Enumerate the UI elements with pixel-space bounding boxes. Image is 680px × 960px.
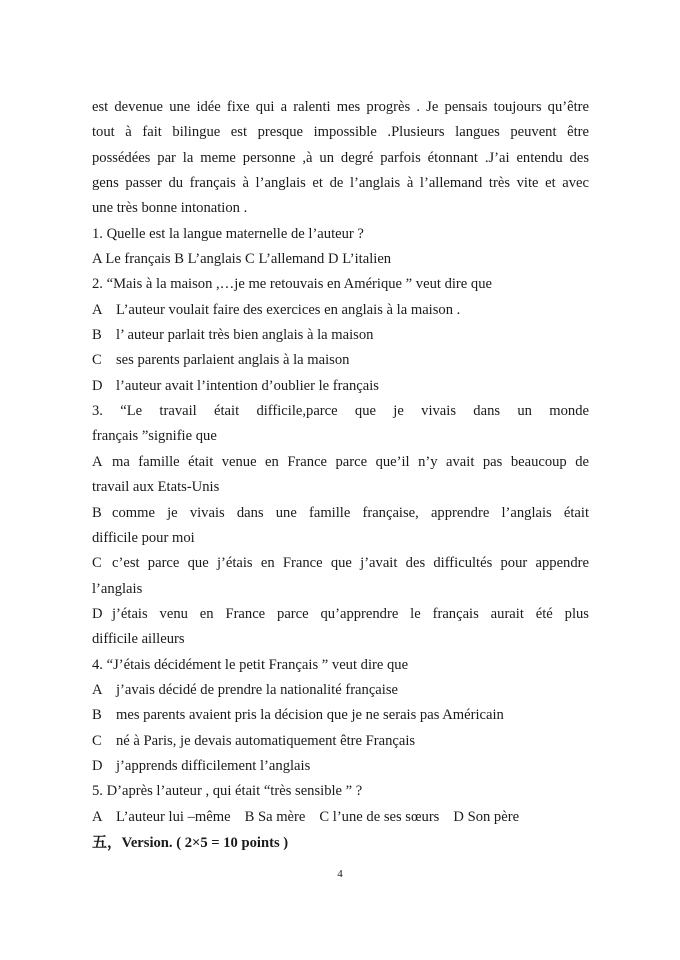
passage-line: tout à fait bilingue est presque impossible .Plusieurs langues peuvent être [92, 124, 589, 141]
option-text: ma famille était venue en France parce que’il n’y avait pas beaucoup de [112, 453, 589, 470]
option-text: L’auteur voulait faire des exercices en anglais à la maison . [116, 301, 461, 318]
option-letter: A [92, 808, 103, 825]
option-text-cont: l’anglais [92, 580, 143, 597]
question-1-options: A Le français B L’anglais C L’allemand D L’italien [92, 251, 392, 268]
option-text: comme je vivais dans une famille française, apprendre l’anglais était [112, 504, 589, 521]
option-letter: D [453, 808, 464, 825]
section-heading [92, 830, 589, 855]
question-4-option-d [92, 754, 589, 779]
option-text: l’auteur avait l’intention d’oublier le français [116, 377, 379, 394]
question-3-option-d [92, 602, 589, 627]
passage-line: est devenue une idée fixe qui a ralenti mes progrès . Je pensais toujours qu’être [92, 99, 589, 115]
option-text: j’avais décidé de prendre la nationalité française [116, 681, 398, 698]
option-letter: C [92, 352, 102, 369]
passage-line: gens passer du français à l’anglais et de l’anglais à l’allemand très vite et avec [92, 175, 589, 192]
question-2-option-a [92, 298, 589, 323]
question-4-option-a [92, 678, 589, 703]
passage-line: possédées par la meme personne ,à un degré parfois étonnant .J’ai entendu des [92, 149, 589, 166]
page-number: 4 [337, 868, 343, 880]
section-title: Version. ( 2×5 = 10 points ) [121, 834, 289, 851]
question-4-stem: 4. “J’étais décidément le petit Français ” veut dire que [92, 656, 409, 673]
question-2-option-c [92, 348, 589, 373]
option-letter: C [92, 555, 102, 572]
option-text: né à Paris, je devais automatiquement être Français [116, 732, 416, 749]
option-text: l’ auteur parlait très bien anglais à la maison [116, 327, 374, 344]
question-5-stem: 5. D’après l’auteur , qui était “très sensible ” ? [92, 783, 363, 800]
question-2-option-b [92, 323, 589, 348]
question-4-option-b [92, 703, 589, 728]
option-letter: B [244, 808, 255, 825]
option-letter: B [92, 707, 102, 724]
question-3-option-c [92, 551, 589, 576]
option-text-cont: difficile ailleurs [92, 631, 185, 648]
passage-line: une très bonne intonation . [92, 200, 248, 217]
section-separator: ， [107, 834, 122, 851]
option-text: c’est parce que j’étais en France que j’avait des difficultés pour appendre [112, 555, 589, 572]
option-text: l’une de ses sœurs [332, 808, 440, 825]
option-letter: B [92, 504, 102, 521]
question-4-option-c [92, 729, 589, 754]
question-5-options [92, 805, 589, 830]
document-page [92, 95, 589, 855]
option-letter: D [92, 605, 103, 622]
option-text-cont: travail aux Etats-Unis [92, 479, 220, 496]
option-letter: A [92, 453, 103, 470]
question-3-stem-cont: français ”signifie que [92, 428, 217, 445]
option-text-cont: difficile pour moi [92, 529, 195, 546]
question-3-option-b [92, 501, 589, 526]
question-3-option-a [92, 450, 589, 475]
option-text: Son père [467, 808, 520, 825]
question-2-option-d [92, 374, 589, 399]
option-text: L’auteur lui –même [116, 808, 231, 825]
option-letter: C [319, 808, 330, 825]
question-2-stem: 2. “Mais à la maison ,…je me retouvais en Amérique ” veut dire que [92, 276, 492, 293]
option-letter: D [92, 377, 103, 394]
option-text: j’étais venu en France parce qu’apprendre le français aurait été plus [112, 605, 589, 622]
question-3-stem: 3. “Le travail était difficile,parce que je vivais dans un monde [92, 403, 589, 420]
option-text: ses parents parlaient anglais à la maison [116, 352, 350, 369]
question-1-stem: 1. Quelle est la langue maternelle de l’auteur ? [92, 225, 364, 242]
option-text: j’apprends difficilement l’anglais [116, 757, 311, 774]
option-letter: B [92, 327, 102, 344]
section-number: 五 [92, 832, 108, 851]
option-letter: D [92, 757, 103, 774]
option-text: Sa mère [257, 808, 306, 825]
option-letter: A [92, 301, 103, 318]
option-text: mes parents avaient pris la décision que je ne serais pas Américain [116, 707, 504, 724]
option-letter: C [92, 732, 102, 749]
option-letter: A [92, 681, 103, 698]
